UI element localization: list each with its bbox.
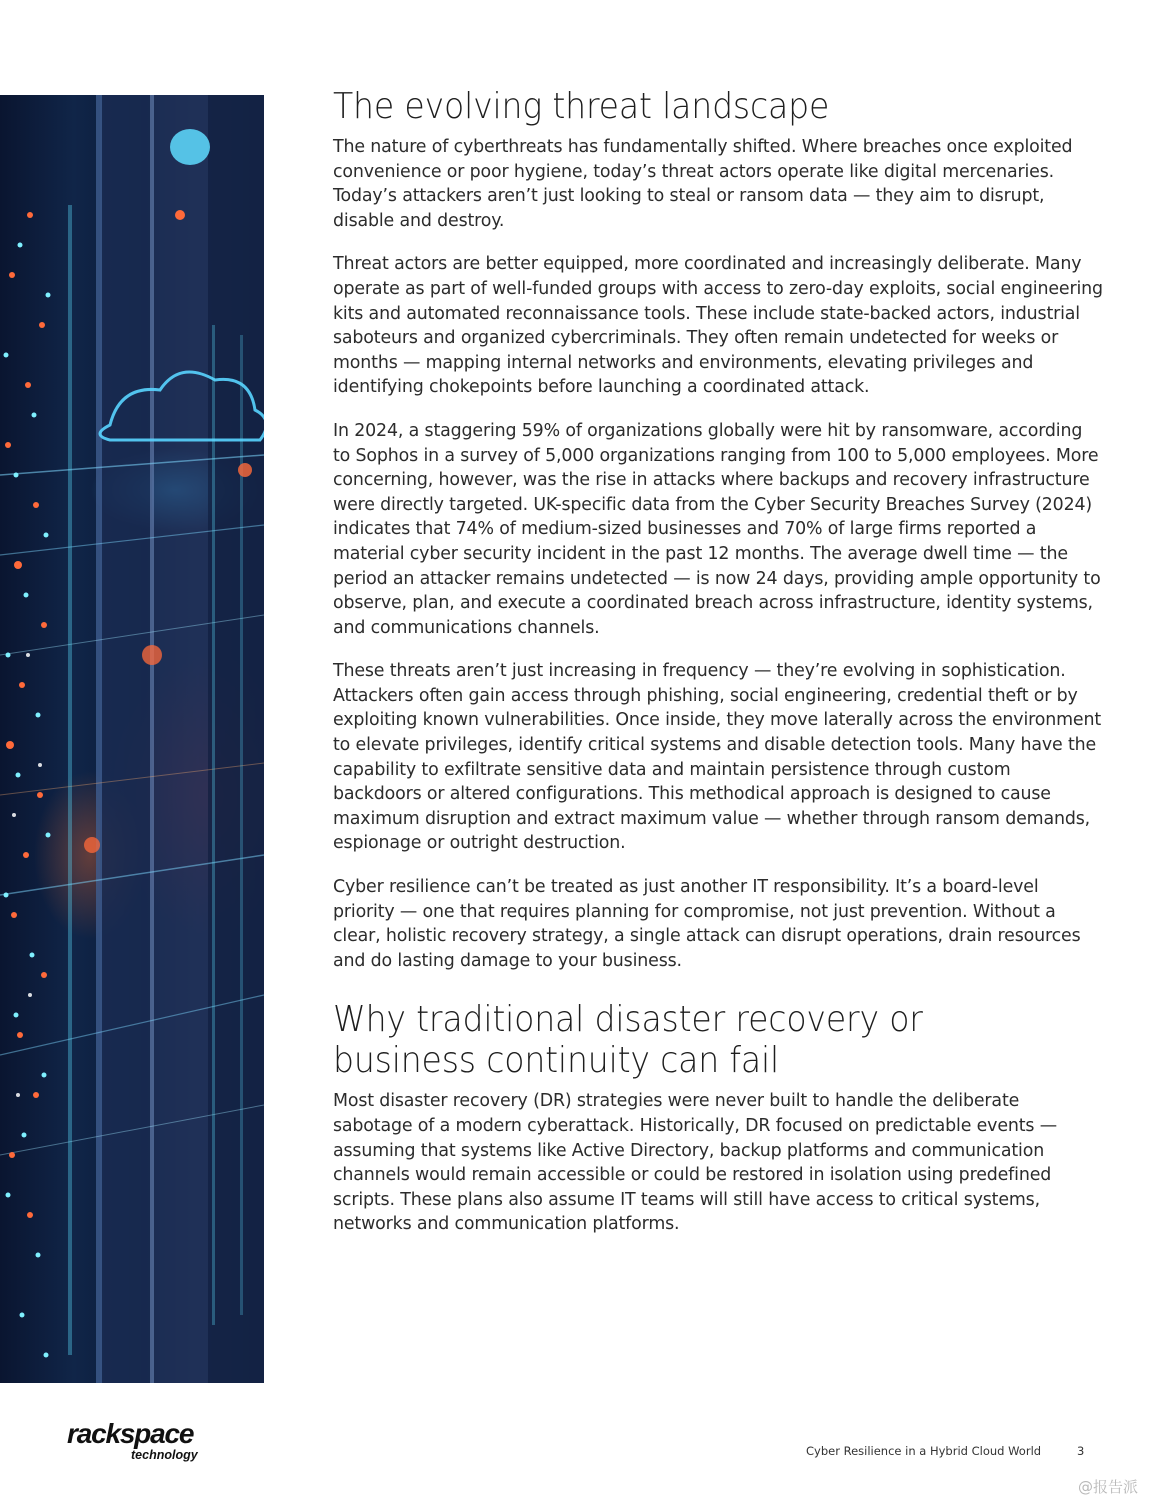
paragraph: The nature of cyberthreats has fundamentally shifted. Where breaches once exploited convenience or poor hygiene, today’s threat actors operate like digital mercenaries. Today’s attackers aren’t just looking to steal or ransom data — they aim to disrupt, disable and destroy. bbox=[333, 137, 1073, 231]
paragraph: Cyber resilience can’t be treated as just another IT responsibility. It’s a board-level priority — one that requires planning for compromise, not just prevention. Without a clear, holistic recovery strategy, a single attack can disrupt operations, drain resources and do lasting damage to your business. bbox=[333, 877, 1081, 971]
section-heading-threat-landscape: The evolving threat landscape bbox=[333, 86, 830, 127]
server-rack-image bbox=[0, 95, 264, 1383]
logo-wordmark: rackspace bbox=[67, 1418, 194, 1449]
paragraph: In 2024, a staggering 59% of organizations globally were hit by ransomware, according to Sophos in a survey of 5,000 organizations ranging from 100 to 5,000 employees. More concerning, however, was the rise in attacks where backups and recovery infrastructure were directly targeted. UK-specific data from the Cyber Security Breaches Survey (2024) indicates that 74% of medium-sized businesses and 70% of large firms reported a material cyber security incident in the past 12 months. The average dwell time — the period an attacker remains undetected — is now 24 days, providing ample opportunity to observe, plan, and execute a coordinated breach across infrastructure, identity systems, and communications channels. bbox=[333, 420, 1101, 638]
rackspace-logo bbox=[67, 1418, 212, 1466]
logo-subtitle: technology bbox=[131, 1448, 198, 1462]
section-heading-traditional-dr: Why traditional disaster recovery or business continuity can fail bbox=[333, 999, 923, 1082]
paragraph: These threats aren’t just increasing in frequency — they’re evolving in sophistication. Attackers often gain access through phishing, social engineering, credential theft or by exploiting known vulnerabilities. Once inside, they move laterally across the environment to elevate privileges, identify critical systems and disable detection tools. Many have the capability to exfiltrate sensitive data and maintain persistence through custom backdoors or altered configurations. This methodical approach is designed to cause maximum disruption and extract maximum value — whether through ransom demands, espionage or outright destruction. bbox=[333, 661, 1101, 854]
paragraph: Threat actors are better equipped, more coordinated and increasingly deliberate. Many operate as part of well-funded groups with access to zero-day exploits, social engineering kits and automated reconnaissance tools. These include state-backed actors, industrial saboteurs and organized cybercriminals. They often remain undetected for weeks or months — mapping internal networks and environments, elevating privileges and identifying chokepoints before launching a coordinated attack. bbox=[333, 254, 1103, 398]
watermark: @报告派 bbox=[1078, 1478, 1139, 1496]
page-number: 3 bbox=[1077, 1444, 1085, 1458]
paragraph: Most disaster recovery (DR) strategies were never built to handle the deliberate sabotage of a modern cyberattack. Historically, DR focused on predictable events — assuming that systems like Active Directory, backup platforms and communication channels would remain accessible or could be restored in isolation using predefined scripts. These plans also assume IT teams will still have access to critical systems, networks and communication platforms. bbox=[333, 1091, 1057, 1235]
footer-document-title: Cyber Resilience in a Hybrid Cloud World bbox=[806, 1444, 1042, 1458]
server-rack-illustration bbox=[0, 95, 264, 1383]
main-content bbox=[333, 86, 1103, 1256]
